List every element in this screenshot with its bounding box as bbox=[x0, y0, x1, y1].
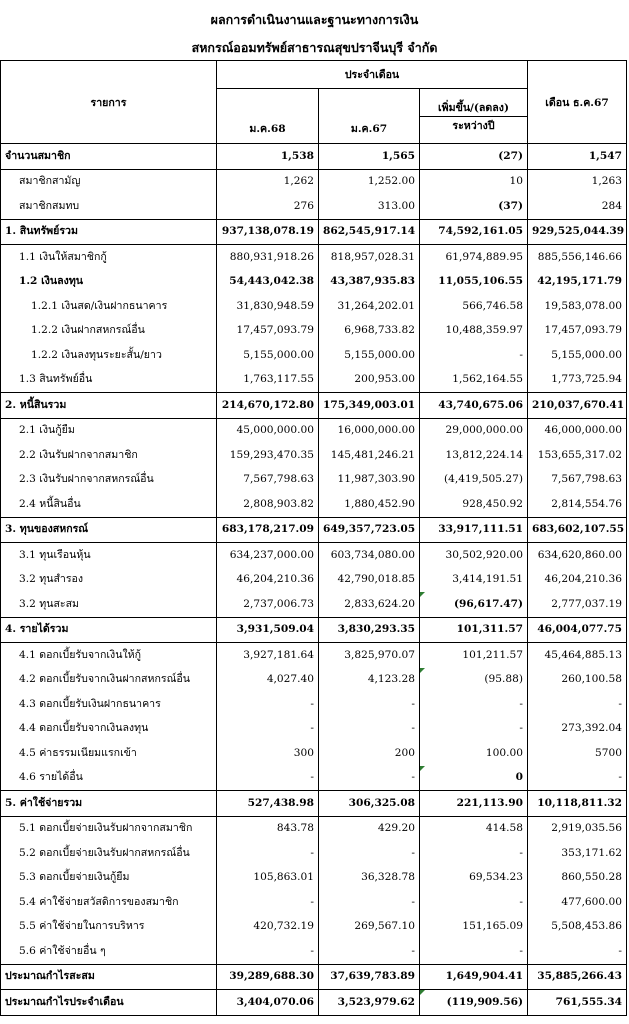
cell-v1: 1,763,117.55 bbox=[217, 368, 319, 393]
header-change-period: ระหว่างปี bbox=[420, 117, 528, 144]
cell-v4: - bbox=[528, 766, 627, 791]
cell-v3: 29,000,000.00 bbox=[420, 418, 528, 443]
header-change: เพิ่มขึ้น/(ลดลง) bbox=[420, 89, 528, 117]
table-row bbox=[1, 319, 627, 344]
cell-v3: 11,055,106.55 bbox=[420, 270, 528, 295]
table-row bbox=[1, 393, 627, 419]
table-row bbox=[1, 915, 627, 940]
row-label: 1. สินทรัพย์รวม bbox=[1, 219, 217, 245]
cell-v2: 3,830,293.35 bbox=[319, 617, 420, 643]
table-row bbox=[1, 294, 627, 319]
cell-v2: 5,155,000.00 bbox=[319, 343, 420, 368]
cell-v4: 860,550.28 bbox=[528, 866, 627, 891]
cell-v4: 885,556,146.66 bbox=[528, 245, 627, 270]
cell-v1: 1,262 bbox=[217, 169, 319, 194]
cell-v3: - bbox=[420, 890, 528, 915]
cell-v2: 4,123.28 bbox=[319, 668, 420, 693]
cell-v4: 35,885,266.43 bbox=[528, 964, 627, 990]
row-label: จำนวนสมาชิก bbox=[1, 144, 217, 170]
cell-v3: 33,917,111.51 bbox=[420, 517, 528, 543]
cell-v3: (119,909.56) bbox=[420, 990, 528, 1016]
cell-v2: 3,825,970.07 bbox=[319, 643, 420, 668]
row-label: 5.1 ดอกเบี้ยจ่ายเงินรับฝากจากสมาชิก bbox=[1, 816, 217, 841]
cell-v4: 2,777,037.19 bbox=[528, 592, 627, 617]
cell-v2: 36,328.78 bbox=[319, 866, 420, 891]
row-label: 4.6 รายได้อื่น bbox=[1, 766, 217, 791]
cell-v3: 74,592,161.05 bbox=[420, 219, 528, 245]
row-label: 5.2 ดอกเบี้ยจ่ายเงินรับฝากสหกรณ์อื่น bbox=[1, 841, 217, 866]
cell-v1: - bbox=[217, 766, 319, 791]
cell-v3: 1,649,904.41 bbox=[420, 964, 528, 990]
cell-v4: 284 bbox=[528, 194, 627, 219]
cell-v3: 10,488,359.97 bbox=[420, 319, 528, 344]
table-row bbox=[1, 717, 627, 742]
cell-v4: 929,525,044.39 bbox=[528, 219, 627, 245]
table-row bbox=[1, 816, 627, 841]
row-label: 4.5 ค่าธรรมเนียมแรกเข้า bbox=[1, 741, 217, 766]
cell-v3: 69,534.23 bbox=[420, 866, 528, 891]
cell-v1: 634,237,000.00 bbox=[217, 543, 319, 568]
row-label: 2. หนี้สินรวม bbox=[1, 393, 217, 419]
cell-v4: 1,547 bbox=[528, 144, 627, 170]
cell-v3: 43,740,675.06 bbox=[420, 393, 528, 419]
cell-v3: - bbox=[420, 717, 528, 742]
cell-v1: 420,732.19 bbox=[217, 915, 319, 940]
cell-v4: 42,195,171.79 bbox=[528, 270, 627, 295]
cell-v2: - bbox=[319, 766, 420, 791]
table-row bbox=[1, 219, 627, 245]
row-label: 2.3 เงินรับฝากจากสหกรณ์อื่น bbox=[1, 468, 217, 493]
row-label: 1.1 เงินให้สมาชิกกู้ bbox=[1, 245, 217, 270]
table-row bbox=[1, 343, 627, 368]
table-row bbox=[1, 543, 627, 568]
cell-v1: 159,293,470.35 bbox=[217, 443, 319, 468]
cell-v1: 3,931,509.04 bbox=[217, 617, 319, 643]
table-row bbox=[1, 964, 627, 990]
cell-v2: 1,565 bbox=[319, 144, 420, 170]
cell-v4: 153,655,317.02 bbox=[528, 443, 627, 468]
row-label: 3.2 ทุนสะสม bbox=[1, 592, 217, 617]
row-label: 3. ทุนของสหกรณ์ bbox=[1, 517, 217, 543]
cell-v4: - bbox=[528, 692, 627, 717]
cell-v4: - bbox=[528, 939, 627, 964]
cell-v4: 634,620,860.00 bbox=[528, 543, 627, 568]
row-label: สมาชิกสามัญ bbox=[1, 169, 217, 194]
cell-v2: - bbox=[319, 717, 420, 742]
header-monthly: ประจำเดือน bbox=[217, 61, 528, 89]
header-m67: ม.ค.67 bbox=[319, 89, 420, 144]
cell-v3: - bbox=[420, 939, 528, 964]
cell-v3: 3,414,191.51 bbox=[420, 568, 528, 593]
cell-v2: 2,833,624.20 bbox=[319, 592, 420, 617]
cell-v2: - bbox=[319, 692, 420, 717]
cell-v1: 4,027.40 bbox=[217, 668, 319, 693]
cell-v4: 273,392.04 bbox=[528, 717, 627, 742]
header-item: รายการ bbox=[1, 61, 217, 144]
organization-name: สหกรณ์ออมทรัพย์สาธารณสุขปราจีนบุรี จำกัด bbox=[191, 40, 438, 55]
row-label: 1.2.1 เงินสด/เงินฝากธนาคาร bbox=[1, 294, 217, 319]
cell-v1: 880,931,918.26 bbox=[217, 245, 319, 270]
table-row bbox=[1, 144, 627, 170]
cell-v3: 30,502,920.00 bbox=[420, 543, 528, 568]
cell-v1: 31,830,948.59 bbox=[217, 294, 319, 319]
row-label: 2.2 เงินรับฝากจากสมาชิก bbox=[1, 443, 217, 468]
cell-v2: 603,734,080.00 bbox=[319, 543, 420, 568]
cell-v3: 0 bbox=[420, 766, 528, 791]
table-row bbox=[1, 245, 627, 270]
cell-v1: 214,670,172.80 bbox=[217, 393, 319, 419]
cell-v1: 3,404,070.06 bbox=[217, 990, 319, 1016]
table-row bbox=[1, 368, 627, 393]
cell-v2: 145,481,246.21 bbox=[319, 443, 420, 468]
cell-v1: 17,457,093.79 bbox=[217, 319, 319, 344]
cell-v2: 429.20 bbox=[319, 816, 420, 841]
table-row bbox=[1, 692, 627, 717]
cell-v3: 13,812,224.14 bbox=[420, 443, 528, 468]
table-row bbox=[1, 766, 627, 791]
cell-v4: 761,555.34 bbox=[528, 990, 627, 1016]
cell-v3: - bbox=[420, 841, 528, 866]
table-row bbox=[1, 592, 627, 617]
table-row bbox=[1, 990, 627, 1016]
financial-table bbox=[0, 60, 627, 1016]
cell-v4: 210,037,670.41 bbox=[528, 393, 627, 419]
table-row bbox=[1, 939, 627, 964]
cell-v2: 818,957,028.31 bbox=[319, 245, 420, 270]
cell-v3: (96,617.47) bbox=[420, 592, 528, 617]
cell-v1: 5,155,000.00 bbox=[217, 343, 319, 368]
cell-v4: 353,171.62 bbox=[528, 841, 627, 866]
row-label: ประมาณกำไรสะสม bbox=[1, 964, 217, 990]
cell-v2: 306,325.08 bbox=[319, 791, 420, 817]
cell-v3: (37) bbox=[420, 194, 528, 219]
cell-v2: 649,357,723.05 bbox=[319, 517, 420, 543]
cell-v1: 1,538 bbox=[217, 144, 319, 170]
row-label: 1.2.2 เงินลงทุนระยะสั้น/ยาว bbox=[1, 343, 217, 368]
cell-v2: 6,968,733.82 bbox=[319, 319, 420, 344]
row-label: 5.3 ดอกเบี้ยจ่ายเงินกู้ยืม bbox=[1, 866, 217, 891]
cell-v2: 43,387,935.83 bbox=[319, 270, 420, 295]
cell-v4: 477,600.00 bbox=[528, 890, 627, 915]
table-row bbox=[1, 468, 627, 493]
row-label: สมาชิกสมทบ bbox=[1, 194, 217, 219]
cell-v3: (27) bbox=[420, 144, 528, 170]
table-row bbox=[1, 643, 627, 668]
cell-v4: 1,263 bbox=[528, 169, 627, 194]
cell-v1: 276 bbox=[217, 194, 319, 219]
cell-v4: 683,602,107.55 bbox=[528, 517, 627, 543]
cell-v1: 527,438.98 bbox=[217, 791, 319, 817]
cell-v4: 260,100.58 bbox=[528, 668, 627, 693]
cell-v2: 3,523,979.62 bbox=[319, 990, 420, 1016]
cell-v4: 19,583,078.00 bbox=[528, 294, 627, 319]
cell-v1: 3,927,181.64 bbox=[217, 643, 319, 668]
cell-v3: 101,211.57 bbox=[420, 643, 528, 668]
report-title: ผลการดำเนินงานและฐานะทางการเงิน bbox=[210, 12, 419, 27]
header-dec67: เดือน ธ.ค.67 bbox=[528, 61, 627, 144]
cell-v3: 10 bbox=[420, 169, 528, 194]
cell-v2: 313.00 bbox=[319, 194, 420, 219]
cell-v3: 566,746.58 bbox=[420, 294, 528, 319]
table-row bbox=[1, 568, 627, 593]
cell-v2: 269,567.10 bbox=[319, 915, 420, 940]
cell-v1: - bbox=[217, 939, 319, 964]
cell-v4: 5700 bbox=[528, 741, 627, 766]
cell-v4: 5,155,000.00 bbox=[528, 343, 627, 368]
cell-v1: 300 bbox=[217, 741, 319, 766]
row-label: 4.3 ดอกเบี้ยรับเงินฝากธนาคาร bbox=[1, 692, 217, 717]
cell-v4: 7,567,798.63 bbox=[528, 468, 627, 493]
cell-v1: 683,178,217.09 bbox=[217, 517, 319, 543]
row-label: 3.2 ทุนสำรอง bbox=[1, 568, 217, 593]
cell-v2: - bbox=[319, 841, 420, 866]
row-label: 2.4 หนี้สินอื่น bbox=[1, 492, 217, 517]
cell-v1: - bbox=[217, 841, 319, 866]
cell-v1: 45,000,000.00 bbox=[217, 418, 319, 443]
cell-v4: 17,457,093.79 bbox=[528, 319, 627, 344]
cell-v1: 2,808,903.82 bbox=[217, 492, 319, 517]
cell-v2: - bbox=[319, 890, 420, 915]
cell-v4: 5,508,453.86 bbox=[528, 915, 627, 940]
cell-v2: 1,880,452.90 bbox=[319, 492, 420, 517]
cell-v2: 16,000,000.00 bbox=[319, 418, 420, 443]
row-label: 2.1 เงินกู้ยืม bbox=[1, 418, 217, 443]
cell-v3: - bbox=[420, 343, 528, 368]
cell-v4: 45,464,885.13 bbox=[528, 643, 627, 668]
row-label: 1.2 เงินลงทุน bbox=[1, 270, 217, 295]
row-label: 4. รายได้รวม bbox=[1, 617, 217, 643]
cell-v3: 414.58 bbox=[420, 816, 528, 841]
table-row bbox=[1, 617, 627, 643]
table-row bbox=[1, 492, 627, 517]
cell-v1: - bbox=[217, 890, 319, 915]
cell-v4: 2,814,554.76 bbox=[528, 492, 627, 517]
cell-v2: 862,545,917.14 bbox=[319, 219, 420, 245]
cell-v2: - bbox=[319, 939, 420, 964]
cell-v4: 1,773,725.94 bbox=[528, 368, 627, 393]
table-row bbox=[1, 443, 627, 468]
header-m68: ม.ค.68 bbox=[217, 89, 319, 144]
cell-v2: 42,790,018.85 bbox=[319, 568, 420, 593]
cell-v3: 61,974,889.95 bbox=[420, 245, 528, 270]
cell-v3: 1,562,164.55 bbox=[420, 368, 528, 393]
cell-v4: 2,919,035.56 bbox=[528, 816, 627, 841]
cell-v1: - bbox=[217, 692, 319, 717]
cell-v1: 105,863.01 bbox=[217, 866, 319, 891]
table-row bbox=[1, 270, 627, 295]
cell-v2: 31,264,202.01 bbox=[319, 294, 420, 319]
table-row bbox=[1, 517, 627, 543]
cell-v3: 928,450.92 bbox=[420, 492, 528, 517]
cell-v3: (95.88) bbox=[420, 668, 528, 693]
table-row bbox=[1, 841, 627, 866]
cell-v4: 46,004,077.75 bbox=[528, 617, 627, 643]
cell-v4: 46,204,210.36 bbox=[528, 568, 627, 593]
cell-v3: 101,311.57 bbox=[420, 617, 528, 643]
row-label: 5.4 ค่าใช้จ่ายสวัสดิการของสมาชิก bbox=[1, 890, 217, 915]
row-label: 3.1 ทุนเรือนหุ้น bbox=[1, 543, 217, 568]
cell-v1: 54,443,042.38 bbox=[217, 270, 319, 295]
cell-v2: 175,349,003.01 bbox=[319, 393, 420, 419]
cell-v2: 37,639,783.89 bbox=[319, 964, 420, 990]
table-row bbox=[1, 169, 627, 194]
cell-v2: 1,252.00 bbox=[319, 169, 420, 194]
cell-v1: 2,737,006.73 bbox=[217, 592, 319, 617]
row-label: 4.2 ดอกเบี้ยรับจากเงินฝากสหกรณ์อื่น bbox=[1, 668, 217, 693]
cell-v4: 10,118,811.32 bbox=[528, 791, 627, 817]
cell-v1: 39,289,688.30 bbox=[217, 964, 319, 990]
table-row bbox=[1, 418, 627, 443]
cell-v1: 937,138,078.19 bbox=[217, 219, 319, 245]
cell-v3: 151,165.09 bbox=[420, 915, 528, 940]
row-label: ประมาณกำไรประจำเดือน bbox=[1, 990, 217, 1016]
row-label: 5.6 ค่าใช้จ่ายอื่น ๆ bbox=[1, 939, 217, 964]
table-row bbox=[1, 741, 627, 766]
cell-v1: 46,204,210.36 bbox=[217, 568, 319, 593]
cell-v3: (4,419,505.27) bbox=[420, 468, 528, 493]
table-row bbox=[1, 668, 627, 693]
table-row bbox=[1, 890, 627, 915]
cell-v3: 100.00 bbox=[420, 741, 528, 766]
row-label: 5. ค่าใช้จ่ายรวม bbox=[1, 791, 217, 817]
row-label: 4.4 ดอกเบี้ยรับจากเงินลงทุน bbox=[1, 717, 217, 742]
cell-v1: - bbox=[217, 717, 319, 742]
cell-v2: 200 bbox=[319, 741, 420, 766]
cell-v2: 200,953.00 bbox=[319, 368, 420, 393]
cell-v3: 221,113.90 bbox=[420, 791, 528, 817]
row-label: 1.2.2 เงินฝากสหกรณ์อื่น bbox=[1, 319, 217, 344]
cell-v2: 11,987,303.90 bbox=[319, 468, 420, 493]
table-row bbox=[1, 866, 627, 891]
table-row bbox=[1, 791, 627, 817]
cell-v4: 46,000,000.00 bbox=[528, 418, 627, 443]
cell-v1: 7,567,798.63 bbox=[217, 468, 319, 493]
cell-v1: 843.78 bbox=[217, 816, 319, 841]
table-row bbox=[1, 194, 627, 219]
row-label: 1.3 สินทรัพย์อื่น bbox=[1, 368, 217, 393]
cell-v3: - bbox=[420, 692, 528, 717]
row-label: 5.5 ค่าใช้จ่ายในการบริหาร bbox=[1, 915, 217, 940]
row-label: 4.1 ดอกเบี้ยรับจากเงินให้กู้ bbox=[1, 643, 217, 668]
